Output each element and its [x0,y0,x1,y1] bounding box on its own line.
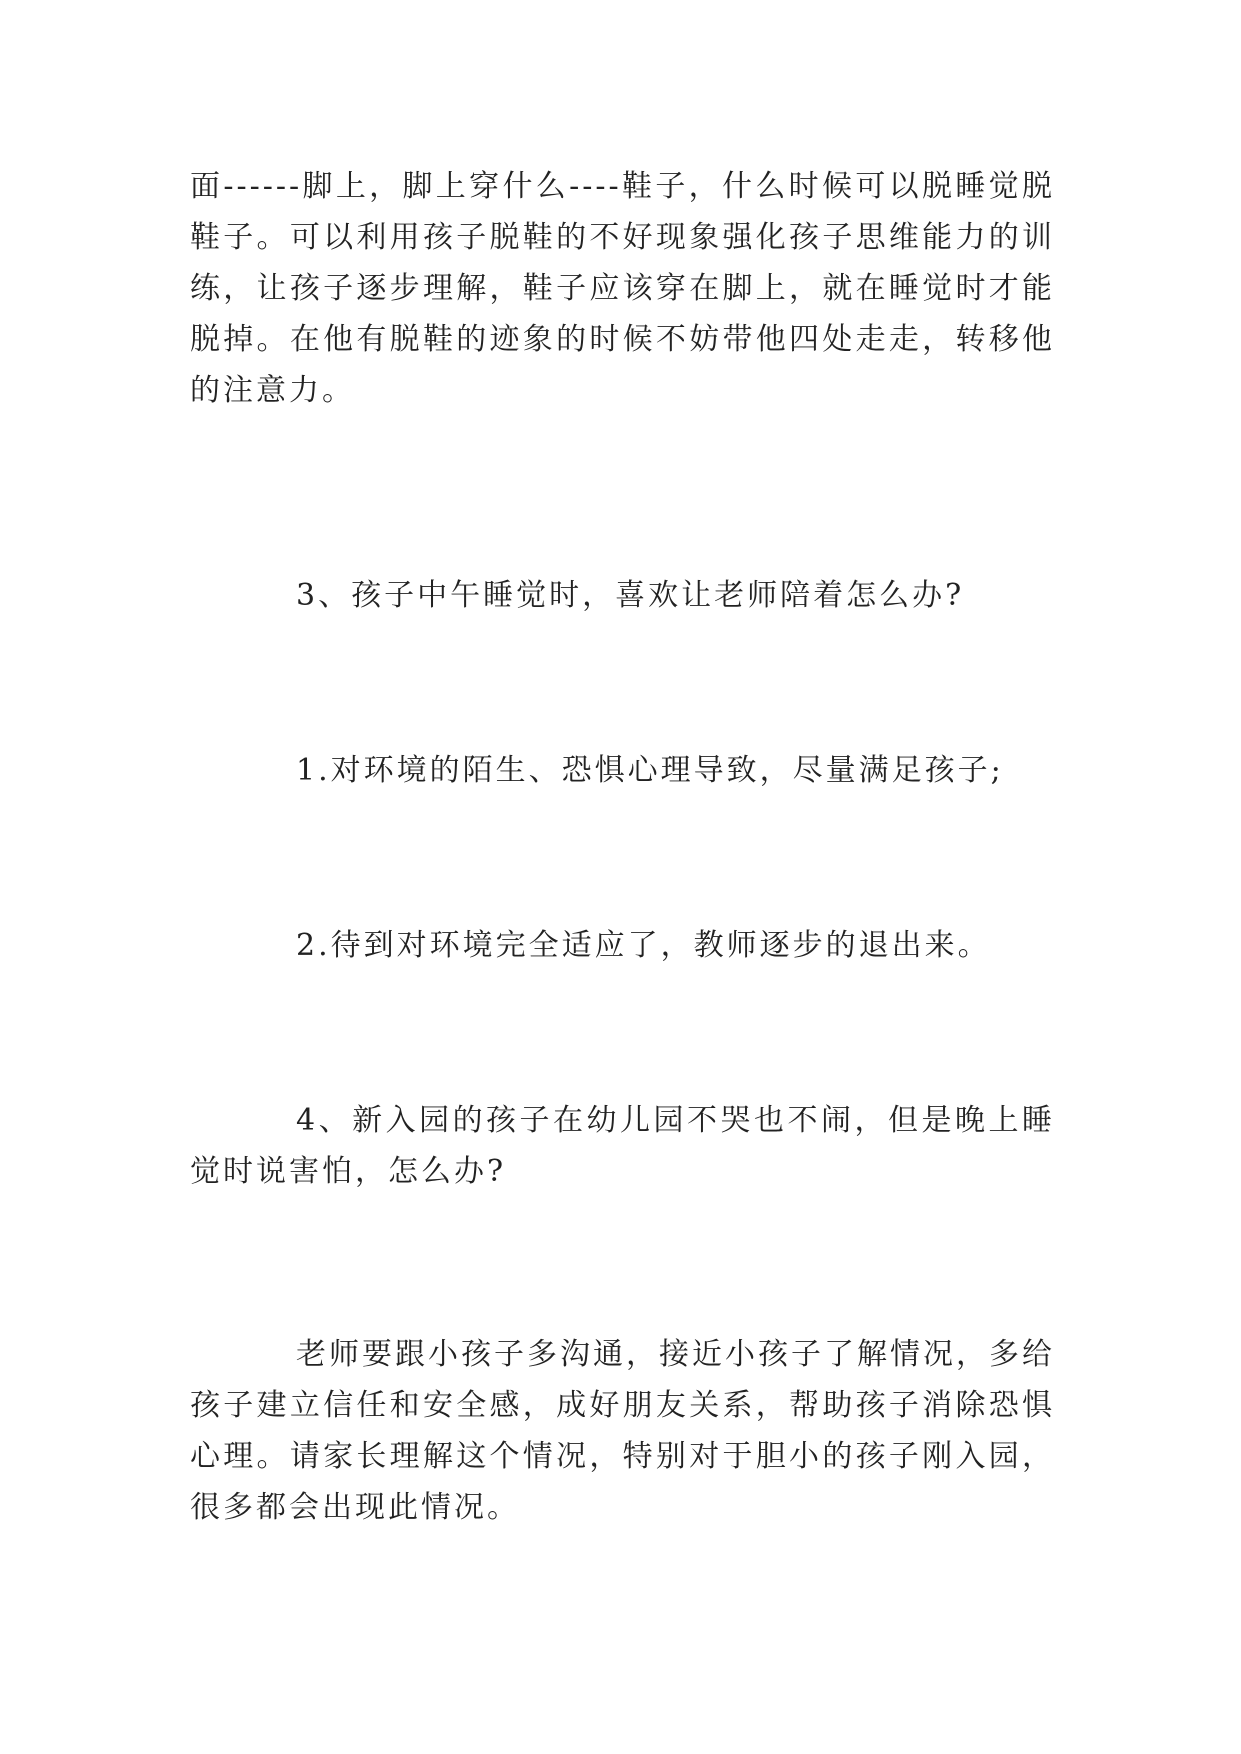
answer-item-1: 1.对环境的陌生、恐惧心理导致，尽量满足孩子; [296,753,1004,788]
answer-paragraph: 老师要跟小孩子多沟通，接近小孩子了解情况，多给孩子建立信任和安全感，成好朋友关系，帮助孩子消除恐惧心理。请家长理解这个情况，特别对于胆小的孩子刚入园，很多都会出现此情况。 [190,1337,1055,1525]
answer-item-2: 2.待到对环境完全适应了，教师逐步的退出来。 [296,928,991,963]
question-heading-4: 4、新入园的孩子在幼儿园不哭也不闹，但是晚上睡觉时说害怕，怎么办? [190,1103,1055,1189]
paragraph-continuation: 面------脚上，脚上穿什么----鞋子，什么时候可以脱睡觉脱鞋子。可以利用孩子脱鞋的不好现象强化孩子思维能力的训练，让孩子逐步理解，鞋子应该穿在脚上，就在睡觉时才能脱掉。在他有脱鞋的迹象的时候不妨带他四处走走，转移他的注意力。 [190,169,1055,408]
question-heading-3: 3、孩子中午睡觉时，喜欢让老师陪着怎么办? [296,578,965,613]
